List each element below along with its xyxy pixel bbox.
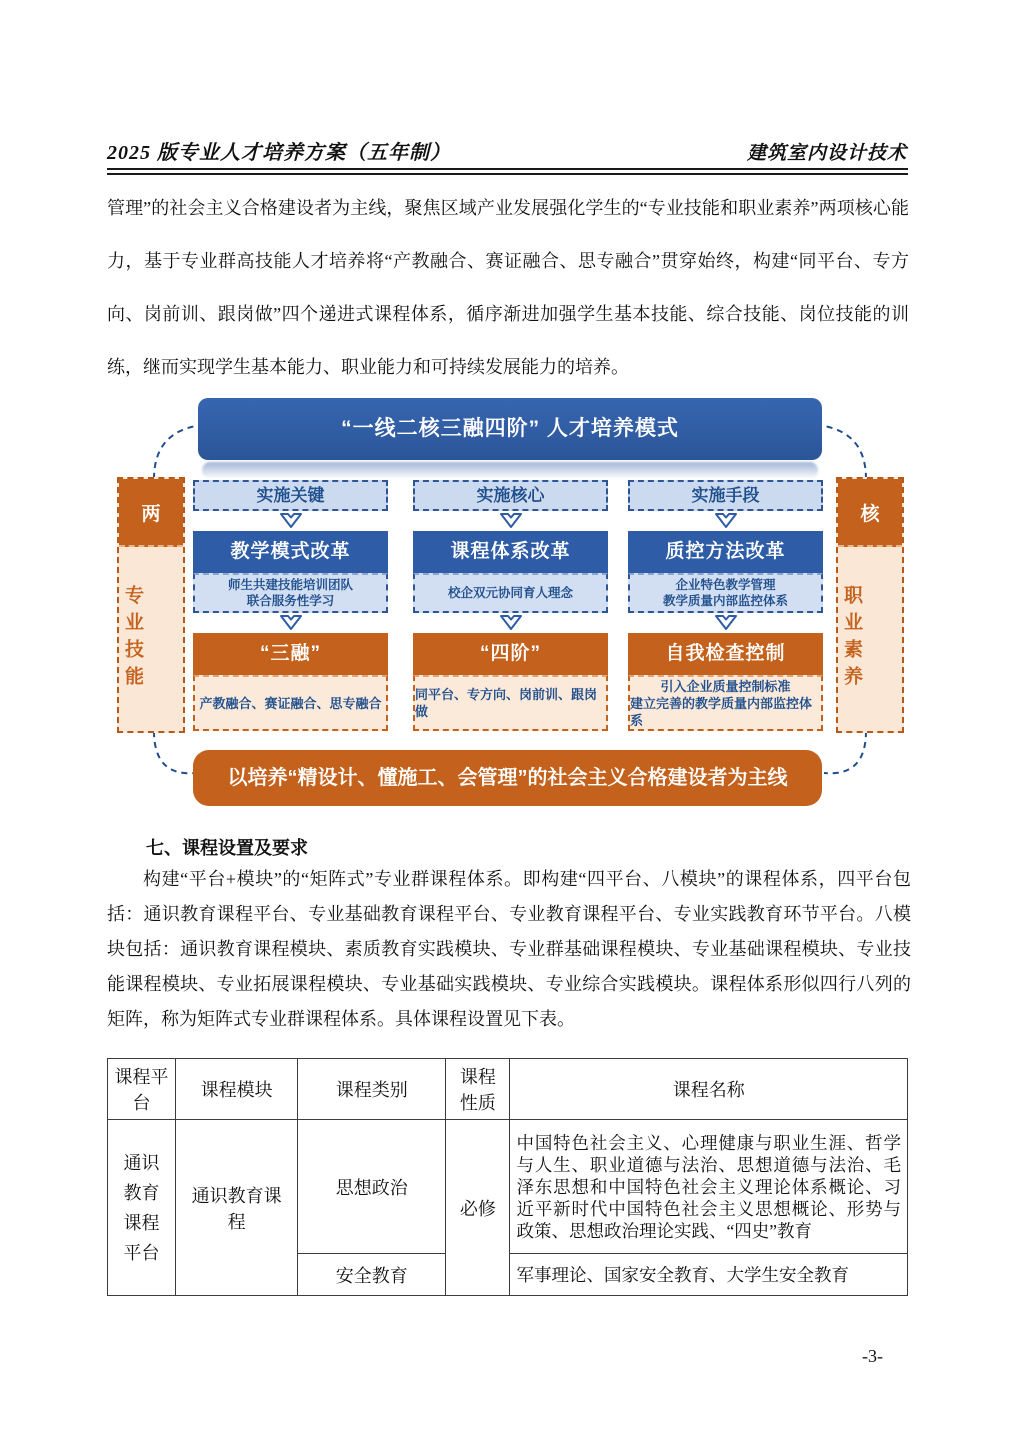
column3-cream-subbox xyxy=(628,675,823,731)
column1-blue-sub-line1: 师生共建技能培训团队 xyxy=(227,578,353,592)
cell-nature: 必修 xyxy=(446,1120,510,1296)
column2-blue-box: 课程体系改革 xyxy=(413,531,608,573)
title-reflection xyxy=(202,462,818,479)
column3-orange-box: 自我检查控制 xyxy=(628,633,823,675)
header-course-module: 课程模块 xyxy=(176,1059,298,1120)
section-paragraph: 构建“平台+模块”的“矩阵式”专业群课程体系。即构建“四平台、八模块”的课程体系，四平台包括：通识教育课程平台、专业基础教育课程平台、专业教育课程平台、专业实践教育环节平台。八模块包括：通识教育课程模块、素质教育实践模块、专业群基础课程模块、专业基础课程模块、专业技能课程模块、专业拓展课程模块、专业基础实践模块、专业综合实践模块。课程体系形似四行八列的矩阵，称为矩阵式专业群课程体系。具体课程设置见下表。 xyxy=(107,869,911,1029)
intro-paragraph: 管理”的社会主义合格建设者为主线，聚焦区域产业发展强化学生的“专业技能和职业素养”两项核心能力，基于专业群高技能人才培养将“产教融合、赛证融合、思专融合”贯穿始终，构建“同平台、专方向、岗前训、跟岗做”四个递进式课程体系，循序渐进加强学生基本技能、综合技能、岗位技能的训练，继而实现学生基本能力、职业能力和可持续发展能力的培养。 xyxy=(107,198,909,377)
side-left-top-badge: 两 xyxy=(119,479,183,547)
side-right-label: 职业素养 xyxy=(841,585,862,693)
cell-category-ideology: 思想政治 xyxy=(298,1120,446,1254)
down-arrow-icon xyxy=(413,511,608,531)
cell-courses-safety: 军事理论、国家安全教育、大学生安全教育 xyxy=(510,1254,908,1296)
table-header-row xyxy=(108,1059,908,1120)
column1-blue-sub-line2: 联合服务性学习 xyxy=(246,594,335,608)
column3-blue-subbox xyxy=(628,573,823,613)
down-arrow-icon xyxy=(193,511,388,531)
cell-category-safety: 安全教育 xyxy=(298,1254,446,1296)
header-left-title: 2025 版专业人才培养方案（五年制） xyxy=(107,142,451,164)
header-course-name: 课程名称 xyxy=(510,1059,908,1120)
side-rail-left xyxy=(117,477,185,733)
down-arrow-icon xyxy=(628,613,823,633)
column2-cream-sub-line1: 同平台、专方向、岗前训、跟岗做 xyxy=(415,687,598,719)
side-left-label: 专业技能 xyxy=(122,585,143,693)
column1-tag: 实施关键 xyxy=(193,480,388,511)
column3-cream-sub-line2: 建立完善的教学质量内部监控体系 xyxy=(630,695,813,728)
column1-blue-subbox xyxy=(193,573,388,613)
column2-cream-subbox xyxy=(413,675,608,731)
column3-blue-sub-line1: 企业特色教学管理 xyxy=(675,578,776,592)
diagram-title: “一线二核三融四阶” 人才培养模式 xyxy=(198,398,822,460)
column2-blue-subbox xyxy=(413,573,608,613)
table-row xyxy=(108,1120,908,1254)
diagram-column-2 xyxy=(413,480,608,731)
column2-tag: 实施核心 xyxy=(413,480,608,511)
cell-platform: 通识教育课程平台 xyxy=(108,1120,176,1296)
page-number: -3- xyxy=(862,1346,883,1366)
column3-blue-box: 质控方法改革 xyxy=(628,531,823,573)
column3-blue-sub-line2: 教学质量内部监控体系 xyxy=(662,594,788,608)
header-double-rule xyxy=(107,168,908,175)
header-right-title: 建筑室内设计技术 xyxy=(746,143,907,164)
down-arrow-icon xyxy=(193,613,388,633)
header-course-platform: 课程平台 xyxy=(108,1059,176,1120)
diagram-column-3 xyxy=(628,480,823,731)
side-right-top-badge: 核 xyxy=(838,479,902,547)
cell-courses-ideology: 中国特色社会主义、心理健康与职业生涯、哲学与人生、职业道德与法治、思想道德与法治、毛泽东思想和中国特色社会主义理论体系概论、习近平新时代中国特色社会主义思想概论、形势与政策、思想政治理论实践、“四史”教育 xyxy=(510,1120,908,1254)
header-course-nature: 课程性质 xyxy=(446,1059,510,1120)
column3-tag: 实施手段 xyxy=(628,480,823,511)
column1-cream-sub-line1: 产教融合、赛证融合、思专融合 xyxy=(199,695,382,711)
course-setup-table xyxy=(107,1058,908,1296)
section-heading: 七、课程设置及要求 xyxy=(146,838,308,858)
header-course-category: 课程类别 xyxy=(298,1059,446,1120)
diagram-bottom-banner: 以培养“精设计、懂施工、会管理”的社会主义合格建设者为主线 xyxy=(193,750,822,806)
side-rail-right xyxy=(836,477,904,733)
diagram-column-1 xyxy=(193,480,388,731)
column3-cream-sub-line1: 引入企业质量控制标准 xyxy=(660,678,791,694)
column2-blue-sub-line1: 校企双元协同育人理念 xyxy=(447,586,573,600)
column1-blue-box: 教学模式改革 xyxy=(193,531,388,573)
column1-orange-box: “三融” xyxy=(193,633,388,675)
cell-module: 通识教育课程 xyxy=(176,1120,298,1296)
down-arrow-icon xyxy=(413,613,608,633)
training-model-diagram xyxy=(112,395,908,817)
down-arrow-icon xyxy=(628,511,823,531)
column1-cream-subbox xyxy=(193,675,388,731)
column2-orange-box: “四阶” xyxy=(413,633,608,675)
